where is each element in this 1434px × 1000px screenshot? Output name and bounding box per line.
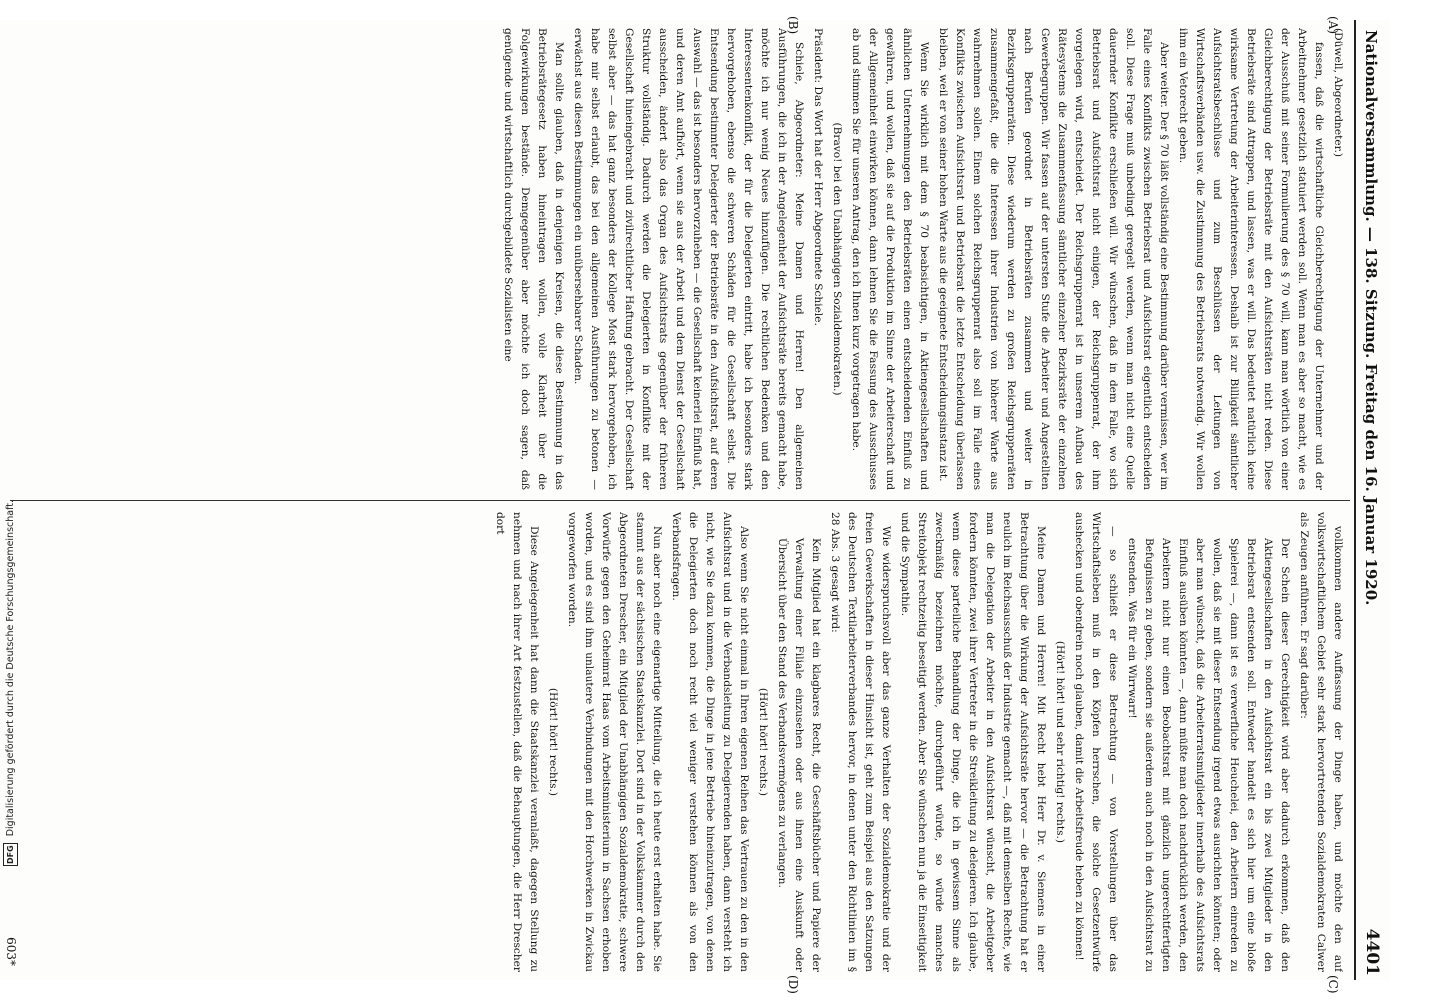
interjection: (Bravo! bei den Unabhängigen Sozialdemokraten.) [831,122,843,396]
paragraph: Aber weiter. Der § 70 läßt vollständig eine Bestimmung darüber vermissen, wer im Falle eines Konflikts zwischen Betriebsrat und Aufsichtsrat eigentlich entscheiden soll. Diese Frage muß unbedingt geregelt werden, wenn man nicht eine Quelle dauernder Konflikte erschließen will. Wir wünschen, daß in dem Falle, wo sich Betriebsrat und Aufsichtsrat nicht einigen, der Reichsgruppenrat, der ihm vorgelegen wird, entscheidet. Der Reichsgruppenrat ist in unserem Aufbau des Rätesystems die Zusammenfassung sämtlicher einzelner Bezirksräte der einzelnen Gewerbegruppen. Wir fassen auf der untersten Stufe die Arbeiter und Angestellten nach Berufen geordnet in Betriebsräten zusammen und weiter in Bezirksgruppenräten. Diese wiederum werden zu großen Reichsgruppenräten zusammengefaßt, die die Interessen ihrer Industrien von höherer Warte aus wahrnehmen sollen. Einem solchen Reichsgruppenrat also soll im Falle eines Konflikts zwischen Aufsichtsrat und Betriebsrat die letzte Entscheidung überlassen bleiben, weil er von seiner hohen Warte aus die geeignete Entscheidungsinstanz ist. [937,28,1170,490]
paragraph: Meine Damen und Herren! Mit Recht hebt Herr Dr. v. Siemens in einer Betrachtung über die Wirkung der Aufsichtsräte hervor — die Betrachtung hat er neulich im Reichsausschuß der Industrie gemacht —, daß mit demselben Rechte, wie man die Delegation der Arbeiter in den Aufsichtsrat wünscht, die Arbeitgeber fordern könnten, zwei ihrer Vertreter in die Streikleitung zu delegieren. Ich glaube, wenn diese parteiliche Behandlung der Dinge, die ich in gewissem Sinne als zweckmäßig bezeichnen möchte, durchgeführt würde, so würde manches Streitobjekt rechtzeitig beseitigt werden. Aber Sie wünschen nun ja die Einseitigkeit und die Sympathie. [899,512,1047,972]
margin-marker-a: (A) [1326,16,1340,35]
speaker-paragraph: (Düwell, Abgeordneter.) [1332,28,1344,158]
paragraph: Wie widerspruchsvoll aber das ganze Verhalten der Sozialdemokratie und der freien Gewerkschaften in dieser Hinsicht ist, geht zum Beispiel aus den Satzungen des Deutschen Textilarbeiterverbandes hervor, in denen unter den Richtlinien im § 28 Abs. 3 gesagt wird: [829,512,892,972]
paragraph: Schiele, Abgeordneter: Meine Damen und Herren! Den allgemeinen Ausführungen, die ich in der Angelegenheit der Aufsichtsräte bereits gemacht habe, möchte ich nur wenig Neues hinzufügen. Die rechtlichen Bedenken und den Interessentenkonflikt, der für die Delegierten eintritt, habe ich besonders stark hervorgehoben, ebenso die schweren Schäden für die Gesellschaft selbst. Die Entsendung bestimmter Delegierter der Betriebsräte in den Aufsichtsrat, auf deren Auswahl — das ist besonders hervorzuheben — die Gesellschaft keinerlei Einfluß hat, und deren Amt aufhört, wenn sie aus der Arbeit und dem Dienst der Gesellschaft ausscheiden, ändert also das Organ des Aufsichtsrats gegenüber der früheren Struktur vollständig. Dadurch werden die Delegierten in Konflikte mit der Gesellschaft hineingebracht und zivilrechtlicher Haftung gebracht. Der Gesellschaft selbst aber — das hat ganz besonders der Kollege Most stark hervorgehoben, ich habe mir selbst erlaubt, das bei den allgemeinen Ausführungen zu betonen — erwächst aus diesen Bestimmungen ein unübersehbarer Schaden. [572,28,805,490]
paragraph: Diese Angelegenheit hat dann die Staatskanzlei veranlaßt, dagegen Stellung zu nehmen und nach ihrer Art festzustellen, daß die Behauptungen, die Herr Drescher dort [494,512,540,972]
dfg-logo: DFG [3,843,18,866]
quoted-paragraph: Der Schein dieser Gerechtigkeit wird aber dadurch erkommen, daß den Aktiengesellschaften in den Aufsichtsrat ein bis zwei Mitglieder in den Betriebsrat entsenden soll. Entweder handelt es sich hier um eine bloße Spielerei —, dann ist es verwerfliche Heuchelei, den Arbeitern einreden zu wollen, daß sie mit dieser Entsendung irgend etwas ausrichten könnten; oder aber man wünscht, daß die Arbeiterratsmitglieder innerhalb des Aufsichtsrats Einfluß ausüben könnten —, dann müßte man doch nachdrücklich werden, den Arbeitern nicht nur einen Beobachtsrat mit gänzlich ungerechtfertigten Befugnissen zu geben, sondern sie außerdem auch noch in den Aufsichtsrat zu entsenden. Was für ein Wirrwarr! [1126,538,1291,972]
page-footnote-number: 603* [4,937,18,966]
paragraph: — so schließt er diese Betrachtung — von Vorstellungen über das Wirtschaftsleben muß in den Köpfen herrschen, die solche Gesetzentwürfe aushecken und obendrein noch glauben, damit die Arbeitsfreude heben zu können! [1073,512,1119,972]
interjection: (Hört! hört! rechts.) [547,687,559,797]
text-column-first [16,28,1346,490]
text-column-second [16,512,1346,972]
page-title: Nationalversammlung. — 138. Sitzung. Freitag den 16. Januar 1920. [1362,30,1380,606]
column-divider [10,500,1350,501]
paragraph: Wenn Sie wirklich mit dem § 70 beabsichtigen, in Aktiengesellschaften und ähnlichen Unternehmungen den Betriebsräten einen entscheidenden Einfluß zu gewähren, und wollen, daß sie auf die Produktion im Sinne der Arbeiterschaft und der Allgemeinheit einwirken können, dann lehnen Sie die Fassung des Ausschusses ab und stimmen Sie für unseren Antrag, den ich Ihnen kurz vorgetragen habe. [850,28,930,490]
paragraph: vollkommen andere Auffassung der Dinge haben, und möchte den auf volkswirtschaftlichem Gebiet sehr stark hervortretenden Sozialdemokraten Calwer als Zeugen anführen. Er sagt darüber: [1298,512,1344,972]
page-number: 4401 [1362,928,1382,976]
digitization-stamp-text: Digitalisierung gefördert durch die Deutsche Forschungsgemeinschaft. [5,500,16,837]
digitization-stamp [3,500,18,990]
speaker-paragraph: Präsident: Das Wort hat der Herr Abgeordnete Schiele. [812,28,824,326]
paragraph: Also wenn Sie nicht einmal in Ihren eigenen Reihen das Vertrauen zu den in den Aufsichtsrat und in die Verbandsleitung zu Delegierenden haben, dann versteht ich nicht, wie Sie dazu kommen, die Dinge in jene Betriebe hineinzutragen, von denen die Delegierten doch noch recht viel weniger verstehen können als von den Verbandsfragen. [670,512,750,972]
margin-marker-d: (D) [786,975,800,994]
document-page [0,16,1390,994]
paragraph: fassen, daß die wirtschaftliche Gleichberechtigung der Unternehmer und der Arbeitnehmer gesetzlich statuiert werden soll. Wenn man es aber so macht, wie es der Ausschuß mit seiner Formulierung des § 70 will, kann man wörtlich von einer Gleichberechtigung der Betriebsräte mit den Aufsichtsräten nicht reden. Diese Betriebsräte sind Attrappen, und lassen, was er will. Das bedeutet natürlich keine wirksame Vertretung der Arbeiterinteressen. Deshalb ist zur Billigkeit sämtlicher Aufsichtsratsbeschlüsse und zum Beschlüssen der Leitungen von Wirtschaftsverbänden usw. die Zustimmung des Betriebsrats notwendig. Wir wollen ihm ein Vetorecht geben. [1177,28,1325,490]
paragraph: Man sollte glauben, daß in denjenigen Kreisen, die diese Bestimmung in das Betriebsrätegesetz haben hineintragen wollen, volle Klarheit über die Folgewirkungen bestände. Demgegenüber aber möchte ich doch sagen, daß genügende und wirtschaftlich durchgebildete Sozialisten eine [502,28,565,490]
paragraph: Nun aber noch eine eigenartige Mitteilung, die ich heute erst erhalten habe. Sie stammt aus der sächsischen Staatskanzlei. Dort sind in der Volkskammer durch den Abgeordneten Drescher, ein Mitglied der Unabhängigen Sozialdemokratie, schwere Vorwürfe gegen den Geheimrat Haas vom Arbeitsministerium in Sachsen erhoben worden, und es sind ihm unlautere Verbindungen mit den Horchwerken in Zwickau vorgeworfen worden. [566,512,663,972]
quoted-paragraph: Kein Mitglied hat ein klagbares Recht, die Geschäftsbücher und Papiere der Verwaltung einer Filiale einzusehen oder aus ihnen eine Auskunft oder Übersicht über den Stand des Verbandsvermögens zu verlangen. [776,538,822,972]
page-header [1354,20,1390,980]
interjection: (Hört! hört! und sehr richtig! rechts.) [1054,640,1066,844]
interjection: (Hört! hört! rechts.) [757,687,769,797]
margin-marker-c: (C) [1326,975,1340,994]
margin-marker-b: (B) [786,16,800,35]
